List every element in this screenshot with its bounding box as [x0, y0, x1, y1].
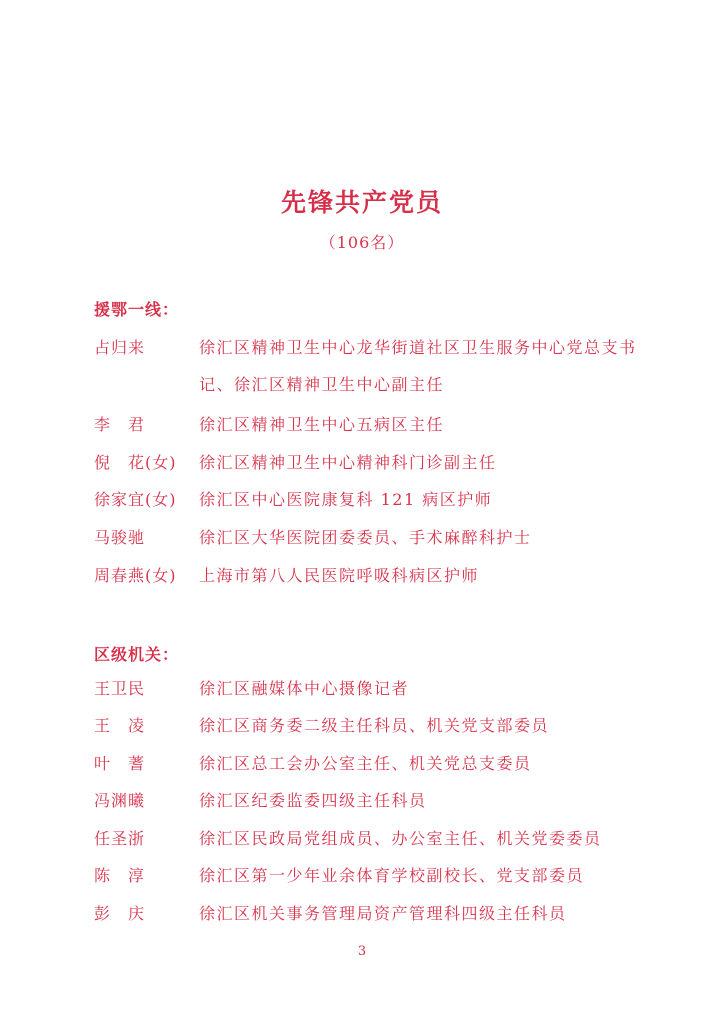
member-name: 李 君	[94, 415, 146, 434]
description-line: 徐汇区总工会办公室主任、机关党总支委员	[199, 754, 532, 773]
list-item	[94, 895, 654, 932]
list-item	[94, 519, 654, 556]
description-line: 徐汇区精神卫生中心五病区主任	[199, 415, 445, 434]
member-description	[199, 707, 654, 744]
member-name: 徐家宜(女)	[94, 490, 177, 509]
page-number: 3	[357, 944, 367, 959]
description-line: 徐汇区第一少年业余体育学校副校长、党支部委员	[199, 866, 585, 885]
member-description	[199, 557, 654, 594]
description-line: 记、徐汇区精神卫生中心副主任	[199, 375, 445, 394]
list-item	[94, 857, 654, 894]
description-line: 徐汇区精神卫生中心精神科门诊副主任	[199, 453, 497, 472]
section-heading-aid-hubei: 援鄂一线：	[94, 300, 180, 319]
list-item	[94, 406, 654, 443]
member-name: 陈 淳	[94, 866, 146, 885]
description-line: 徐汇区大华医院团委委员、手术麻醉科护士	[199, 528, 532, 547]
member-description	[199, 820, 654, 857]
member-description	[199, 406, 654, 443]
member-name: 马骏驰	[94, 528, 146, 547]
member-name: 叶 蓍	[94, 754, 146, 773]
member-description	[199, 444, 654, 481]
list-item	[94, 670, 654, 707]
list-item	[94, 745, 654, 782]
description-line: 徐汇区商务委二级主任科员、机关党支部委员	[199, 716, 550, 735]
member-name: 占归来	[94, 338, 146, 357]
description-line: 徐汇区民政局党组成员、办公室主任、机关党委委员	[199, 829, 602, 848]
member-description	[199, 519, 654, 556]
member-description	[199, 857, 654, 894]
member-description	[199, 481, 654, 518]
list-item	[94, 707, 654, 744]
section-heading-district-organs: 区级机关：	[94, 645, 180, 664]
list-item	[94, 557, 654, 594]
list-item	[94, 444, 654, 481]
list-item	[94, 782, 654, 819]
member-name: 彭 庆	[94, 904, 146, 923]
member-description	[199, 670, 654, 707]
list-item	[94, 481, 654, 518]
member-description	[199, 895, 654, 932]
member-name: 倪 花(女)	[94, 453, 177, 472]
member-description	[199, 745, 654, 782]
member-name: 周春燕(女)	[94, 566, 177, 585]
description-line: 徐汇区机关事务管理局资产管理科四级主任科员	[199, 904, 567, 923]
description-line: 徐汇区中心医院康复科 121 病区护师	[199, 490, 493, 509]
member-description	[199, 329, 654, 403]
member-name: 王卫民	[94, 679, 146, 698]
page-title: 先锋共产党员	[280, 188, 443, 217]
member-name: 王 凌	[94, 716, 146, 735]
member-name: 任圣浙	[94, 829, 146, 848]
description-line: 上海市第八人民医院呼吸科病区护师	[199, 566, 480, 585]
list-item	[94, 820, 654, 857]
list-item	[94, 329, 654, 403]
description-line: 徐汇区融媒体中心摄像记者	[199, 679, 410, 698]
member-description	[199, 782, 654, 819]
page-subtitle: （106名）	[319, 233, 405, 252]
description-line: 徐汇区精神卫生中心龙华街道社区卫生服务中心党总支书	[199, 338, 637, 357]
member-name: 冯渊曦	[94, 791, 146, 810]
description-line: 徐汇区纪委监委四级主任科员	[199, 791, 427, 810]
